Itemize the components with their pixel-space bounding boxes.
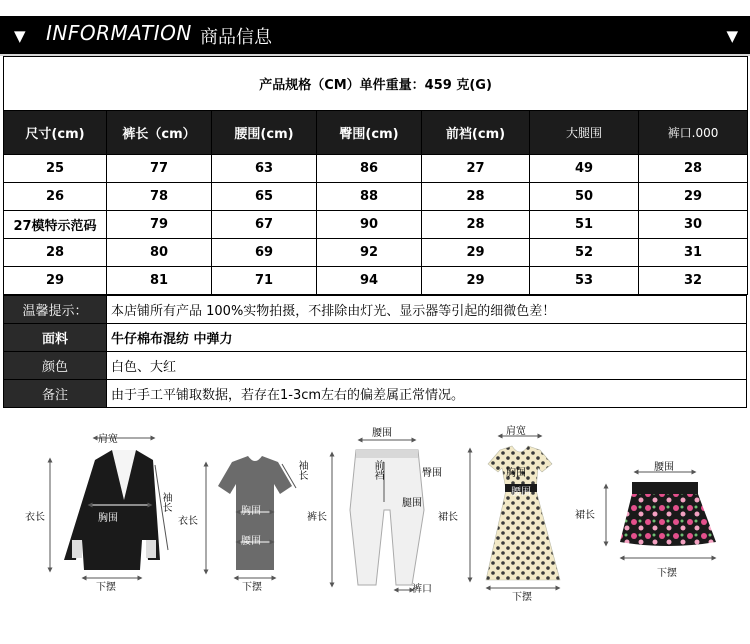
- info-row: [4, 324, 747, 352]
- info-label: 温馨提示：: [4, 296, 107, 324]
- table-cell: 63: [212, 155, 317, 183]
- table-cell: 50: [530, 183, 639, 211]
- table-cell: 32: [639, 267, 748, 295]
- table-cell: 27模特示范码: [4, 211, 107, 239]
- table-cell: 65: [212, 183, 317, 211]
- banner-title-en: INFORMATION: [46, 21, 192, 45]
- table-row: [4, 239, 748, 267]
- product-info-table: [3, 295, 747, 408]
- skirt-figure: [606, 472, 716, 558]
- tshirt-chest-label: 胸围: [241, 506, 261, 517]
- dress-figure: [470, 436, 560, 588]
- table-cell: 31: [639, 239, 748, 267]
- table-cell: 71: [212, 267, 317, 295]
- tshirt-hem-label: 下摆: [242, 582, 262, 593]
- info-row: [4, 380, 747, 408]
- table-cell: 29: [4, 267, 107, 295]
- table-cell: 25: [4, 155, 107, 183]
- column-header: 裤口.000: [639, 111, 748, 155]
- info-value: 牛仔棉布混纺 中弹力: [107, 324, 747, 352]
- skirt-waist-label: 腰围: [654, 462, 674, 473]
- jeans-hip-label: 臀围: [422, 468, 442, 479]
- table-cell: 53: [530, 267, 639, 295]
- table-cell: 86: [317, 155, 422, 183]
- table-row: [4, 183, 748, 211]
- table-row: [4, 211, 748, 239]
- table-cell: 69: [212, 239, 317, 267]
- column-header: 腰围(cm): [212, 111, 317, 155]
- dress-hem-label: 下摆: [512, 592, 532, 603]
- table-cell: 51: [530, 211, 639, 239]
- table-cell: 77: [107, 155, 212, 183]
- triangle-down-icon: ▼: [726, 27, 738, 45]
- jacket-sleeve-label: 袖长: [160, 492, 171, 512]
- table-cell: 28: [639, 155, 748, 183]
- info-value: 本店铺所有产品 100%实物拍摄，不排除由灯光、显示器等引起的细微色差！: [107, 296, 747, 324]
- column-header: 裤长（cm）: [107, 111, 212, 155]
- table-cell: 28: [422, 183, 530, 211]
- table-cell: 81: [107, 267, 212, 295]
- column-header: 前裆(cm): [422, 111, 530, 155]
- table-cell: 80: [107, 239, 212, 267]
- table-cell: 92: [317, 239, 422, 267]
- column-header: 臀围(cm): [317, 111, 422, 155]
- table-cell: 79: [107, 211, 212, 239]
- dress-waist-label: 腰围: [511, 487, 531, 498]
- jacket-hem-label: 下摆: [96, 582, 116, 593]
- triangle-down-icon: ▼: [14, 27, 26, 45]
- dress-chest-label: 胸围: [506, 468, 526, 479]
- table-cell: 28: [4, 239, 107, 267]
- skirt-length-label: 裙长: [575, 510, 595, 521]
- table-row: [4, 267, 748, 295]
- jeans-length-label: 裤长: [307, 512, 327, 523]
- table-cell: 30: [639, 211, 748, 239]
- table-row: [4, 155, 748, 183]
- table-cell: 29: [422, 267, 530, 295]
- table-cell: 90: [317, 211, 422, 239]
- table-cell: 28: [422, 211, 530, 239]
- table-cell: 29: [422, 239, 530, 267]
- info-row: [4, 296, 747, 324]
- skirt-hem-label: 下摆: [657, 568, 677, 579]
- tshirt-sleeve-label: 袖长: [296, 460, 307, 480]
- column-header: 大腿围: [530, 111, 639, 155]
- jacket-figure: [50, 438, 168, 578]
- dress-shoulder-label: 肩宽: [506, 426, 526, 437]
- dress-length-label: 裙长: [438, 512, 458, 523]
- tshirt-length-label: 衣长: [178, 516, 198, 527]
- jeans-cuff-label: 裤口: [412, 584, 432, 595]
- table-cell: 27: [422, 155, 530, 183]
- spec-caption: 产品规格（CM）单件重量：459 克(G): [4, 57, 748, 111]
- jacket-length-label: 衣长: [25, 512, 45, 523]
- table-cell: 67: [212, 211, 317, 239]
- table-cell: 26: [4, 183, 107, 211]
- tshirt-figure: [206, 456, 296, 578]
- size-spec-table: [3, 56, 748, 295]
- info-value: 由于手工平铺取数据，若存在1-3cm左右的偏差属正常情况。: [107, 380, 747, 408]
- table-cell: 29: [639, 183, 748, 211]
- table-cell: 88: [317, 183, 422, 211]
- jeans-thigh-label: 腿围: [402, 498, 422, 509]
- table-cell: 94: [317, 267, 422, 295]
- info-label: 颜色: [4, 352, 107, 380]
- info-label: 面料: [4, 324, 107, 352]
- column-header: 尺寸(cm): [4, 111, 107, 155]
- info-label: 备注: [4, 380, 107, 408]
- tshirt-waist-label: 腰围: [241, 536, 261, 547]
- info-row: [4, 352, 747, 380]
- info-banner: [0, 16, 750, 54]
- table-header-row: [4, 111, 748, 155]
- measurement-guide: [0, 420, 750, 644]
- jeans-waist-label: 腰围: [372, 428, 392, 439]
- table-cell: 78: [107, 183, 212, 211]
- garment-illustrations: [0, 420, 750, 644]
- jacket-shoulder-label: 肩宽: [98, 434, 118, 445]
- table-cell: 52: [530, 239, 639, 267]
- jacket-chest-label: 胸围: [98, 513, 118, 524]
- info-value: 白色、大红: [107, 352, 747, 380]
- jeans-rise-label: 前裆: [372, 460, 383, 480]
- table-cell: 49: [530, 155, 639, 183]
- banner-title-cn: 商品信息: [200, 27, 272, 48]
